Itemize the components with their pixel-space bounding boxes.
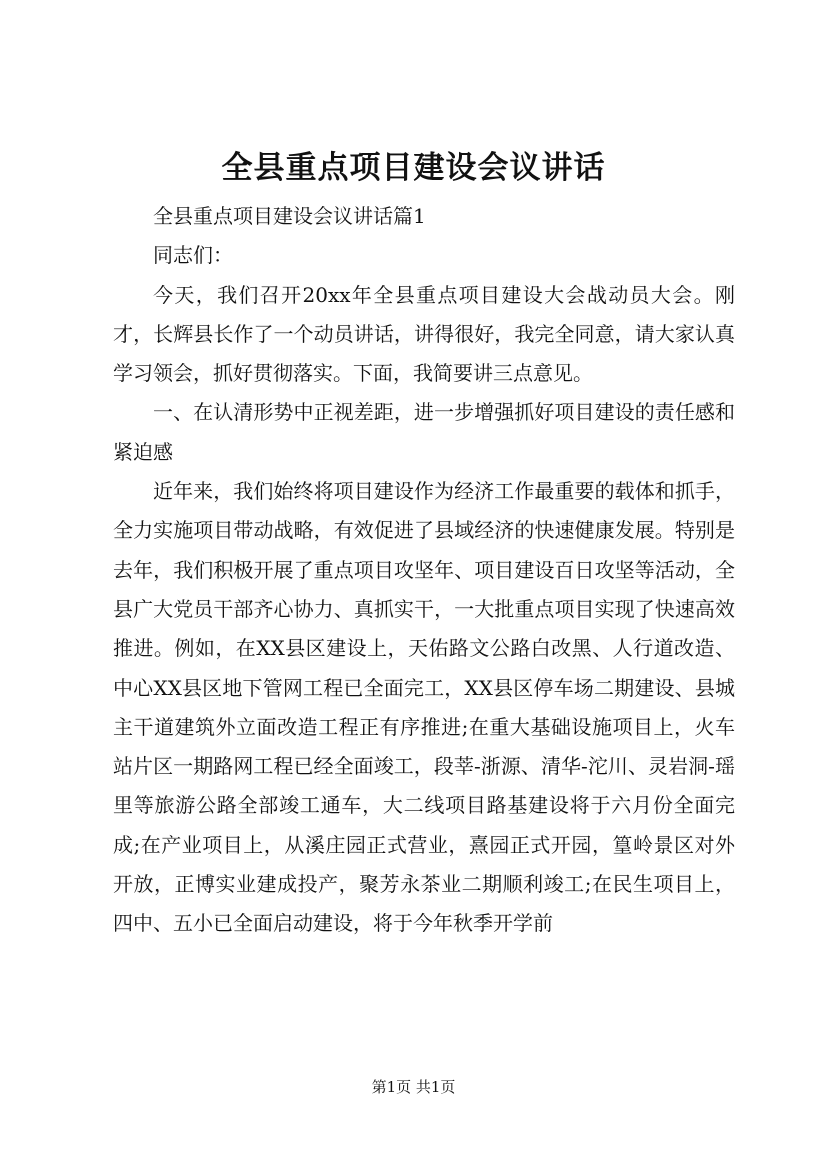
document-title: 全县重点项目建设会议讲话 [221,150,606,186]
page-number-footer: 第1页 共1页 [371,1078,456,1096]
paragraph-point-one-heading: 一、在认清形势中正视差距，进一步增强抓好项目建设的责任感和紧迫感 [113,400,735,464]
paragraph-progress: 近年来，我们始终将项目建设作为经济工作最重要的载体和抓手，全力实施项目带动战略，有效促进了县域经济的快速健康发展。特别是去年，我们积极开展了重点项目攻坚年、项目建设百日攻坚等活动，全县广大党员干部齐心协力、真抓实干，一大批重点项目实现了快速高效推进。例如，在XX县区建设上，天佑路文公路白改黑、人行道改造、中心XX县区地下管网工程已全面完工，XX县区停车场二期建设、县城主干道建筑外立面改造工程正有序推进;在重大基础设施项目上，火车站片区一期路网工程已经全面竣工，段莘-浙源、清华-沱川、灵岩洞-瑶里等旅游公路全部竣工通车，大二线项目路基建设将于六月份全面完成;在产业项目上，从溪庄园正式营业，熹园正式开园，篁岭景区对外开放，正博实业建成投产，聚芳永茶业二期顺利竣工;在民生项目上，四中、五小已全面启动建设，将于今年秋季开学前 [113,479,735,936]
paragraph-opening: 今天，我们召开20xx年全县重点项目建设大会战动员大会。刚才，长辉县长作了一个动员讲话，讲得很好，我完全同意，请大家认真学习领会，抓好贯彻落实。下面，我简要讲三点意见。 [113,282,735,386]
salutation: 同志们： [153,243,233,268]
document-body [113,197,735,944]
section-heading: 全县重点项目建设会议讲话篇1 [153,204,426,228]
